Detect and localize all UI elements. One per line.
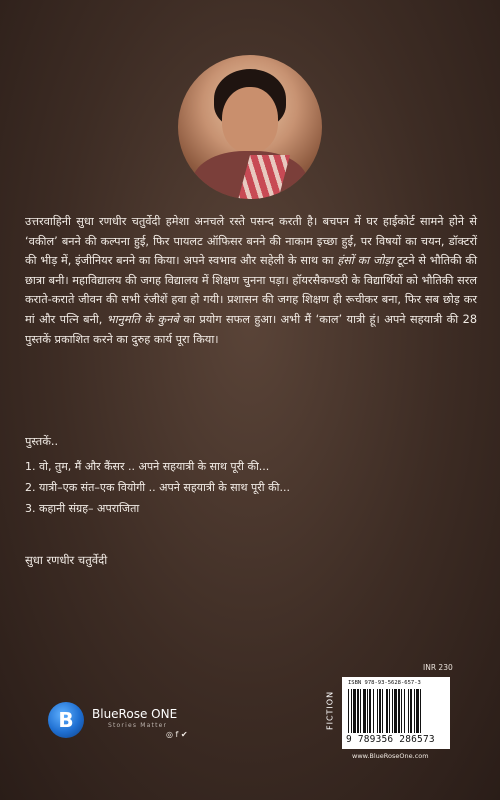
barcode-bar [420, 689, 421, 733]
barcode-bar [408, 689, 409, 733]
barcode-bar [363, 689, 366, 733]
barcode-bar [377, 689, 378, 733]
book-list [25, 456, 290, 519]
publisher-tagline: Stories Matter [108, 722, 168, 729]
barcode-bar [357, 689, 359, 733]
book-item: 2. यात्री–एक संत–एक वियोगी .. अपने सहयात्री के साथ पूरी की... [25, 481, 290, 494]
bio-text-1: उत्तरवाहिनी सुधा रणधीर चतुर्वेदी हमेशा अनचले रस्ते पसन्द करती है। बचपन में घर हाईकोर्ट सामने होने से ‘वकील’ बनने की कल्पना हुई, फिर पायलट ऑफिसर बनने की नाकाम इच्छा हुई, पर विषयों का चयन, डॉक्टरों की भीड़ में, इंजीनियर बनने का किया। अपने स्वभाव और सहेली के साथ का [25, 215, 477, 268]
bio-text-3: का प्रयोग सफल हुआ। अभी मैं ‘काल’ यात्री हूं। अपने सहयात्री की 28 पुस्तकें प्रकाशित करने का दुरुह कार्य पूरा किया। [25, 312, 478, 346]
barcode-bar [394, 689, 397, 733]
barcode-bar [386, 689, 388, 733]
barcode-bar [360, 689, 361, 733]
book-item: 1. वो, तुम, मैं और कैंसर .. अपने सहयात्री के साथ पूरी की... [25, 460, 270, 473]
barcode-bar [373, 689, 374, 733]
price-label: INR 230 [423, 663, 453, 672]
barcode-bars [348, 689, 444, 733]
books-heading: पुस्तकें.. [25, 435, 59, 448]
barcode-bar [414, 689, 415, 733]
barcode-bar [398, 689, 400, 733]
book-item: 3. कहानी संग्रह– अपराजिता [25, 502, 140, 515]
barcode-bar [392, 689, 393, 733]
barcode-bar [348, 689, 349, 733]
genre-label: FICTION [325, 690, 335, 730]
barcode-bar [401, 689, 402, 733]
social-icons-text: ◎ f ✔ [166, 730, 188, 739]
photo-face [222, 87, 278, 153]
social-icons [166, 730, 188, 739]
barcode-bar [416, 689, 419, 733]
barcode-bar [404, 689, 405, 733]
logo-b-icon: B [48, 702, 84, 738]
barcode-bar [367, 689, 368, 733]
barcode-bar [379, 689, 381, 733]
author-name: सुधा रणधीर चतुर्वेदी [25, 553, 108, 567]
publisher-website: www.BlueRoseOne.com [352, 752, 429, 760]
publisher-name: BlueRose ONE [92, 707, 178, 721]
isbn-barcode [342, 677, 450, 749]
barcode-bar [389, 689, 390, 733]
bio-italic-1: हंसों का जोड़ा [337, 254, 394, 268]
barcode-bar [410, 689, 412, 733]
barcode-digits: 9 789356 286573 [346, 734, 435, 745]
barcode-bar [353, 689, 356, 733]
isbn-label: ISBN 978-93-5628-657-3 [348, 680, 421, 686]
author-bio [25, 212, 477, 349]
barcode-bar [369, 689, 371, 733]
barcode-bar [382, 689, 383, 733]
publisher-logo [48, 702, 218, 746]
barcode-bar [351, 689, 352, 733]
bio-text-2: टूटने से भौतिकी की छात्रा बनी। महाविद्यालय की जगह विद्यालय में शिक्षण चुनना पड़ा। हॉयरसैकण्डरी के विद्यार्थियों को भौतिकी सरल कराते-कराते जीवन की सभी रंजीशें हवा हो गयी। प्रशासन की जगह शिक्षण ही रूचीकर बना, फिर सब छोड़ कर मां और पत्नि बनी, [25, 254, 477, 326]
author-photo [178, 55, 322, 199]
bio-italic-2: भानुमति के कुनबे [106, 312, 179, 326]
